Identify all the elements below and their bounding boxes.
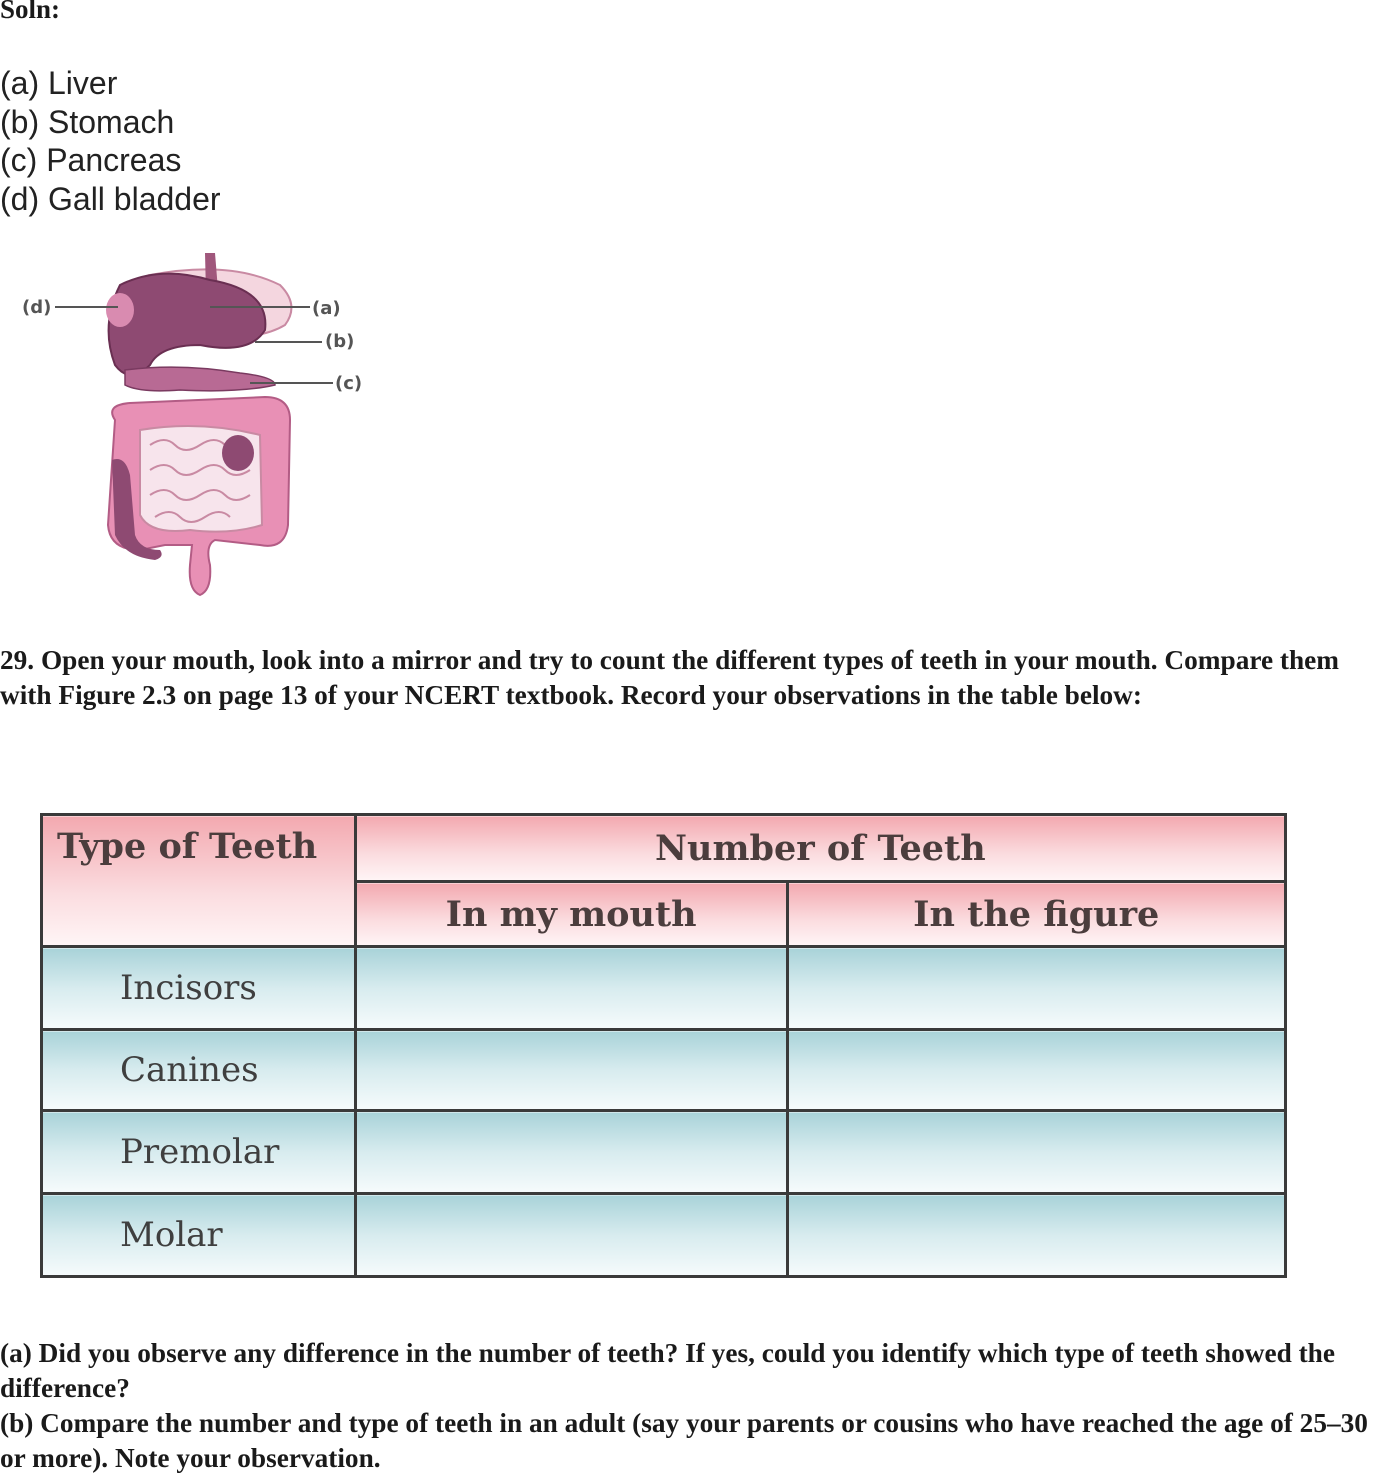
- answer-list: [0, 64, 221, 218]
- in-the-figure-header-text: In the figure: [913, 893, 1160, 935]
- table-row: [42, 1111, 1286, 1194]
- pancreas-shape: [125, 367, 275, 391]
- digestive-system-diagram: [0, 245, 380, 605]
- premolar-mouth-cell[interactable]: [355, 1111, 787, 1194]
- type-of-teeth-header-text: Type of Teeth: [57, 826, 318, 867]
- in-the-figure-header: [787, 882, 1286, 947]
- answer-item-c: (c) Pancreas: [0, 142, 182, 178]
- table-row: [42, 1194, 1286, 1277]
- figure-label-b: (b): [325, 331, 355, 352]
- premolar-figure-cell[interactable]: [787, 1111, 1286, 1194]
- figure-label-a: (a): [312, 298, 341, 319]
- molar-figure-cell[interactable]: [787, 1194, 1286, 1277]
- sub-question-a: (a) Did you observe any difference in the number of teeth? If yes, could you identify which type of teeth showed the difference?: [0, 1338, 1335, 1403]
- table-row: [42, 947, 1286, 1030]
- type-of-teeth-header: [42, 815, 356, 947]
- answer-item-b: (b) Stomach: [0, 103, 175, 140]
- answer-item-d: (d) Gall bladder: [0, 180, 221, 217]
- canines-figure-cell[interactable]: [787, 1030, 1286, 1111]
- number-of-teeth-header-text: Number of Teeth: [655, 827, 986, 869]
- incisors-figure-cell[interactable]: [787, 947, 1286, 1030]
- in-my-mouth-header-text: In my mouth: [445, 893, 697, 935]
- molar-mouth-cell[interactable]: [355, 1194, 787, 1277]
- in-my-mouth-header: [355, 882, 787, 947]
- incisors-mouth-cell[interactable]: [355, 947, 787, 1030]
- figure-label-c: (c): [335, 373, 363, 394]
- sub-questions: [0, 1336, 1389, 1476]
- sub-question-b: (b) Compare the number and type of teeth in an adult (say your parents or cousins who have reached the age of 25–30 or more). Note your observation.: [0, 1408, 1368, 1473]
- caecum-shape: [222, 435, 254, 471]
- canines-mouth-cell[interactable]: [355, 1030, 787, 1111]
- gall-bladder-shape: [106, 293, 134, 327]
- stomach-shape: [109, 274, 266, 375]
- number-of-teeth-header: [355, 815, 1285, 882]
- row-label-premolar: Premolar: [42, 1111, 356, 1194]
- row-label-incisors: Incisors: [42, 947, 356, 1030]
- row-label-canines: Canines: [42, 1030, 356, 1111]
- answer-item-a: (a) Liver: [0, 65, 118, 101]
- solution-heading: Soln:: [0, 0, 61, 24]
- table-row: [42, 1030, 1286, 1111]
- teeth-observation-table: [40, 813, 1287, 1278]
- row-label-molar: Molar: [42, 1194, 356, 1277]
- question-29: 29. Open your mouth, look into a mirror and try to count the different types of teeth in your mouth. Compare them with Figure 2.3 on page 13 of your NCERT textbook. Record your observations in the table below:: [0, 645, 1340, 710]
- figure-label-d: (d): [22, 297, 52, 318]
